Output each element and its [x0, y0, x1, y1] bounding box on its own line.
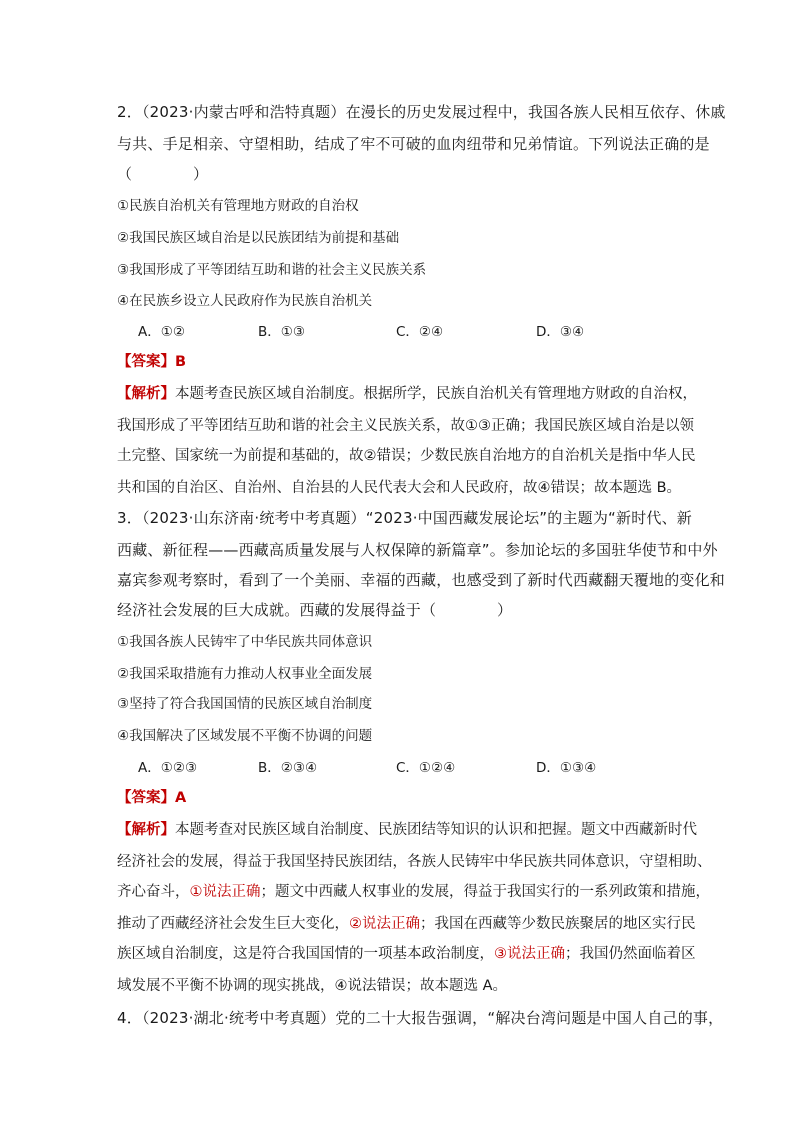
q2-analysis-line-4: 共和国的自治区、自治州、自治县的人民代表大会和人民政府，故④错误；故本题选 B。: [117, 480, 682, 496]
answer-label: 【答案】: [117, 790, 175, 806]
highlight-correct-1: ①说法正确: [189, 884, 261, 900]
analysis-label: 【解析】: [117, 822, 175, 838]
highlight-correct-2: ②说法正确: [349, 916, 420, 932]
q3-stem-line-1: 3．（2023·山东济南·统考中考真题）“2023·中国西藏发展论坛”的主题为“新时代、新: [117, 509, 693, 527]
highlight-correct-3: ③说法正确: [494, 946, 565, 962]
answer-label: 【答案】: [117, 354, 175, 370]
q3-analysis-line-5: 族区域自治制度，这是符合我国国情的一项基本政治制度，③说法正确；我国仍然面临着区: [117, 946, 696, 962]
q2-stem-line-3: （ ）: [117, 165, 209, 183]
q3-choice-a: A．①②③: [138, 760, 198, 776]
q4-stem-line-1: 4．（2023·湖北·统考中考真题）党的二十大报告强调，“解决台湾问题是中国人自己的事，: [117, 1009, 724, 1027]
q3-choice-d: D．①③④: [536, 760, 597, 776]
q2-option-3: ③我国形成了平等团结互助和谐的社会主义民族关系: [117, 262, 427, 278]
q2-option-2: ②我国民族区域自治是以民族团结为前提和基础: [117, 230, 400, 246]
q2-analysis-line-3: 土完整、国家统一为前提和基础的，故②错误；少数民族自治地方的自治机关是指中华人民: [117, 448, 696, 464]
q3-stem-line-4: 经济社会发展的巨大成就。西藏的发展得益于（ ）: [117, 601, 513, 619]
q2-answer: [117, 352, 186, 372]
q3-option-1: ①我国各族人民铸牢了中华民族共同体意识: [117, 634, 373, 650]
answer-value: A: [175, 790, 187, 806]
analysis-label: 【解析】: [117, 386, 175, 402]
answer-value: B: [175, 354, 187, 370]
q3-analysis-line-2: 经济社会的发展，得益于我国坚持民族团结，各族人民铸牢中华民族共同体意识，守望相助、: [117, 854, 712, 870]
q2-choice-d: D．③④: [536, 324, 585, 340]
q2-option-1: ①民族自治机关有管理地方财政的自治权: [117, 198, 359, 214]
q3-choice-c: C．①②④: [396, 760, 456, 776]
q3-analysis-line-6: 域发展不平衡不协调的现实挑战，④说法错误；故本题选 A。: [117, 978, 508, 994]
q3-option-4: ④我国解决了区域发展不平衡不协调的问题: [117, 728, 373, 744]
q3-stem-line-2: 西藏、新征程——西藏高质量发展与人权保障的新篇章”。参加论坛的多国驻华使节和中外: [117, 541, 718, 559]
q2-choice-c: C．②④: [396, 324, 444, 340]
q2-option-4: ④在民族乡设立人民政府作为民族自治机关: [117, 293, 373, 309]
q2-analysis-line-1: 【解析】本题考查民族区域自治制度。根据所学，民族自治机关有管理地方财政的自治权，: [117, 386, 697, 402]
q2-stem-line-1: 2．（2023·内蒙古呼和浩特真题）在漫长的历史发展过程中，我国各族人民相互依存、休戚: [117, 103, 726, 121]
q3-analysis-line-4: 推动了西藏经济社会发生巨大变化，②说法正确；我国在西藏等少数民族聚居的地区实行民: [117, 916, 696, 932]
q3-option-3: ③坚持了符合我国国情的民族区域自治制度: [117, 696, 373, 712]
q3-stem-line-3: 嘉宾参观考察时，看到了一个美丽、幸福的西藏，也感受到了新时代西藏翻天覆地的变化和: [117, 571, 726, 589]
q3-answer: [117, 788, 186, 808]
q3-choice-b: B．②③④: [258, 760, 318, 776]
q3-analysis-line-1: 【解析】本题考查对民族区域自治制度、民族团结等知识的认识和把握。题文中西藏新时代: [117, 822, 697, 838]
q2-choice-b: B．①③: [258, 324, 305, 340]
q3-option-2: ②我国采取措施有力推动人权事业全面发展: [117, 666, 373, 682]
q2-stem-line-2: 与共、手足相亲、守望相助，结成了牢不可破的血肉纽带和兄弟情谊。下列说法正确的是: [117, 135, 710, 153]
q2-analysis-line-2: 我国形成了平等团结互助和谐的社会主义民族关系，故①③正确；我国民族区域自治是以领: [117, 418, 694, 434]
q2-choice-a: A．①②: [138, 324, 185, 340]
q3-analysis-line-3: 齐心奋斗，①说法正确；题文中西藏人权事业的发展，得益于我国实行的一系列政策和措施，: [117, 884, 710, 900]
